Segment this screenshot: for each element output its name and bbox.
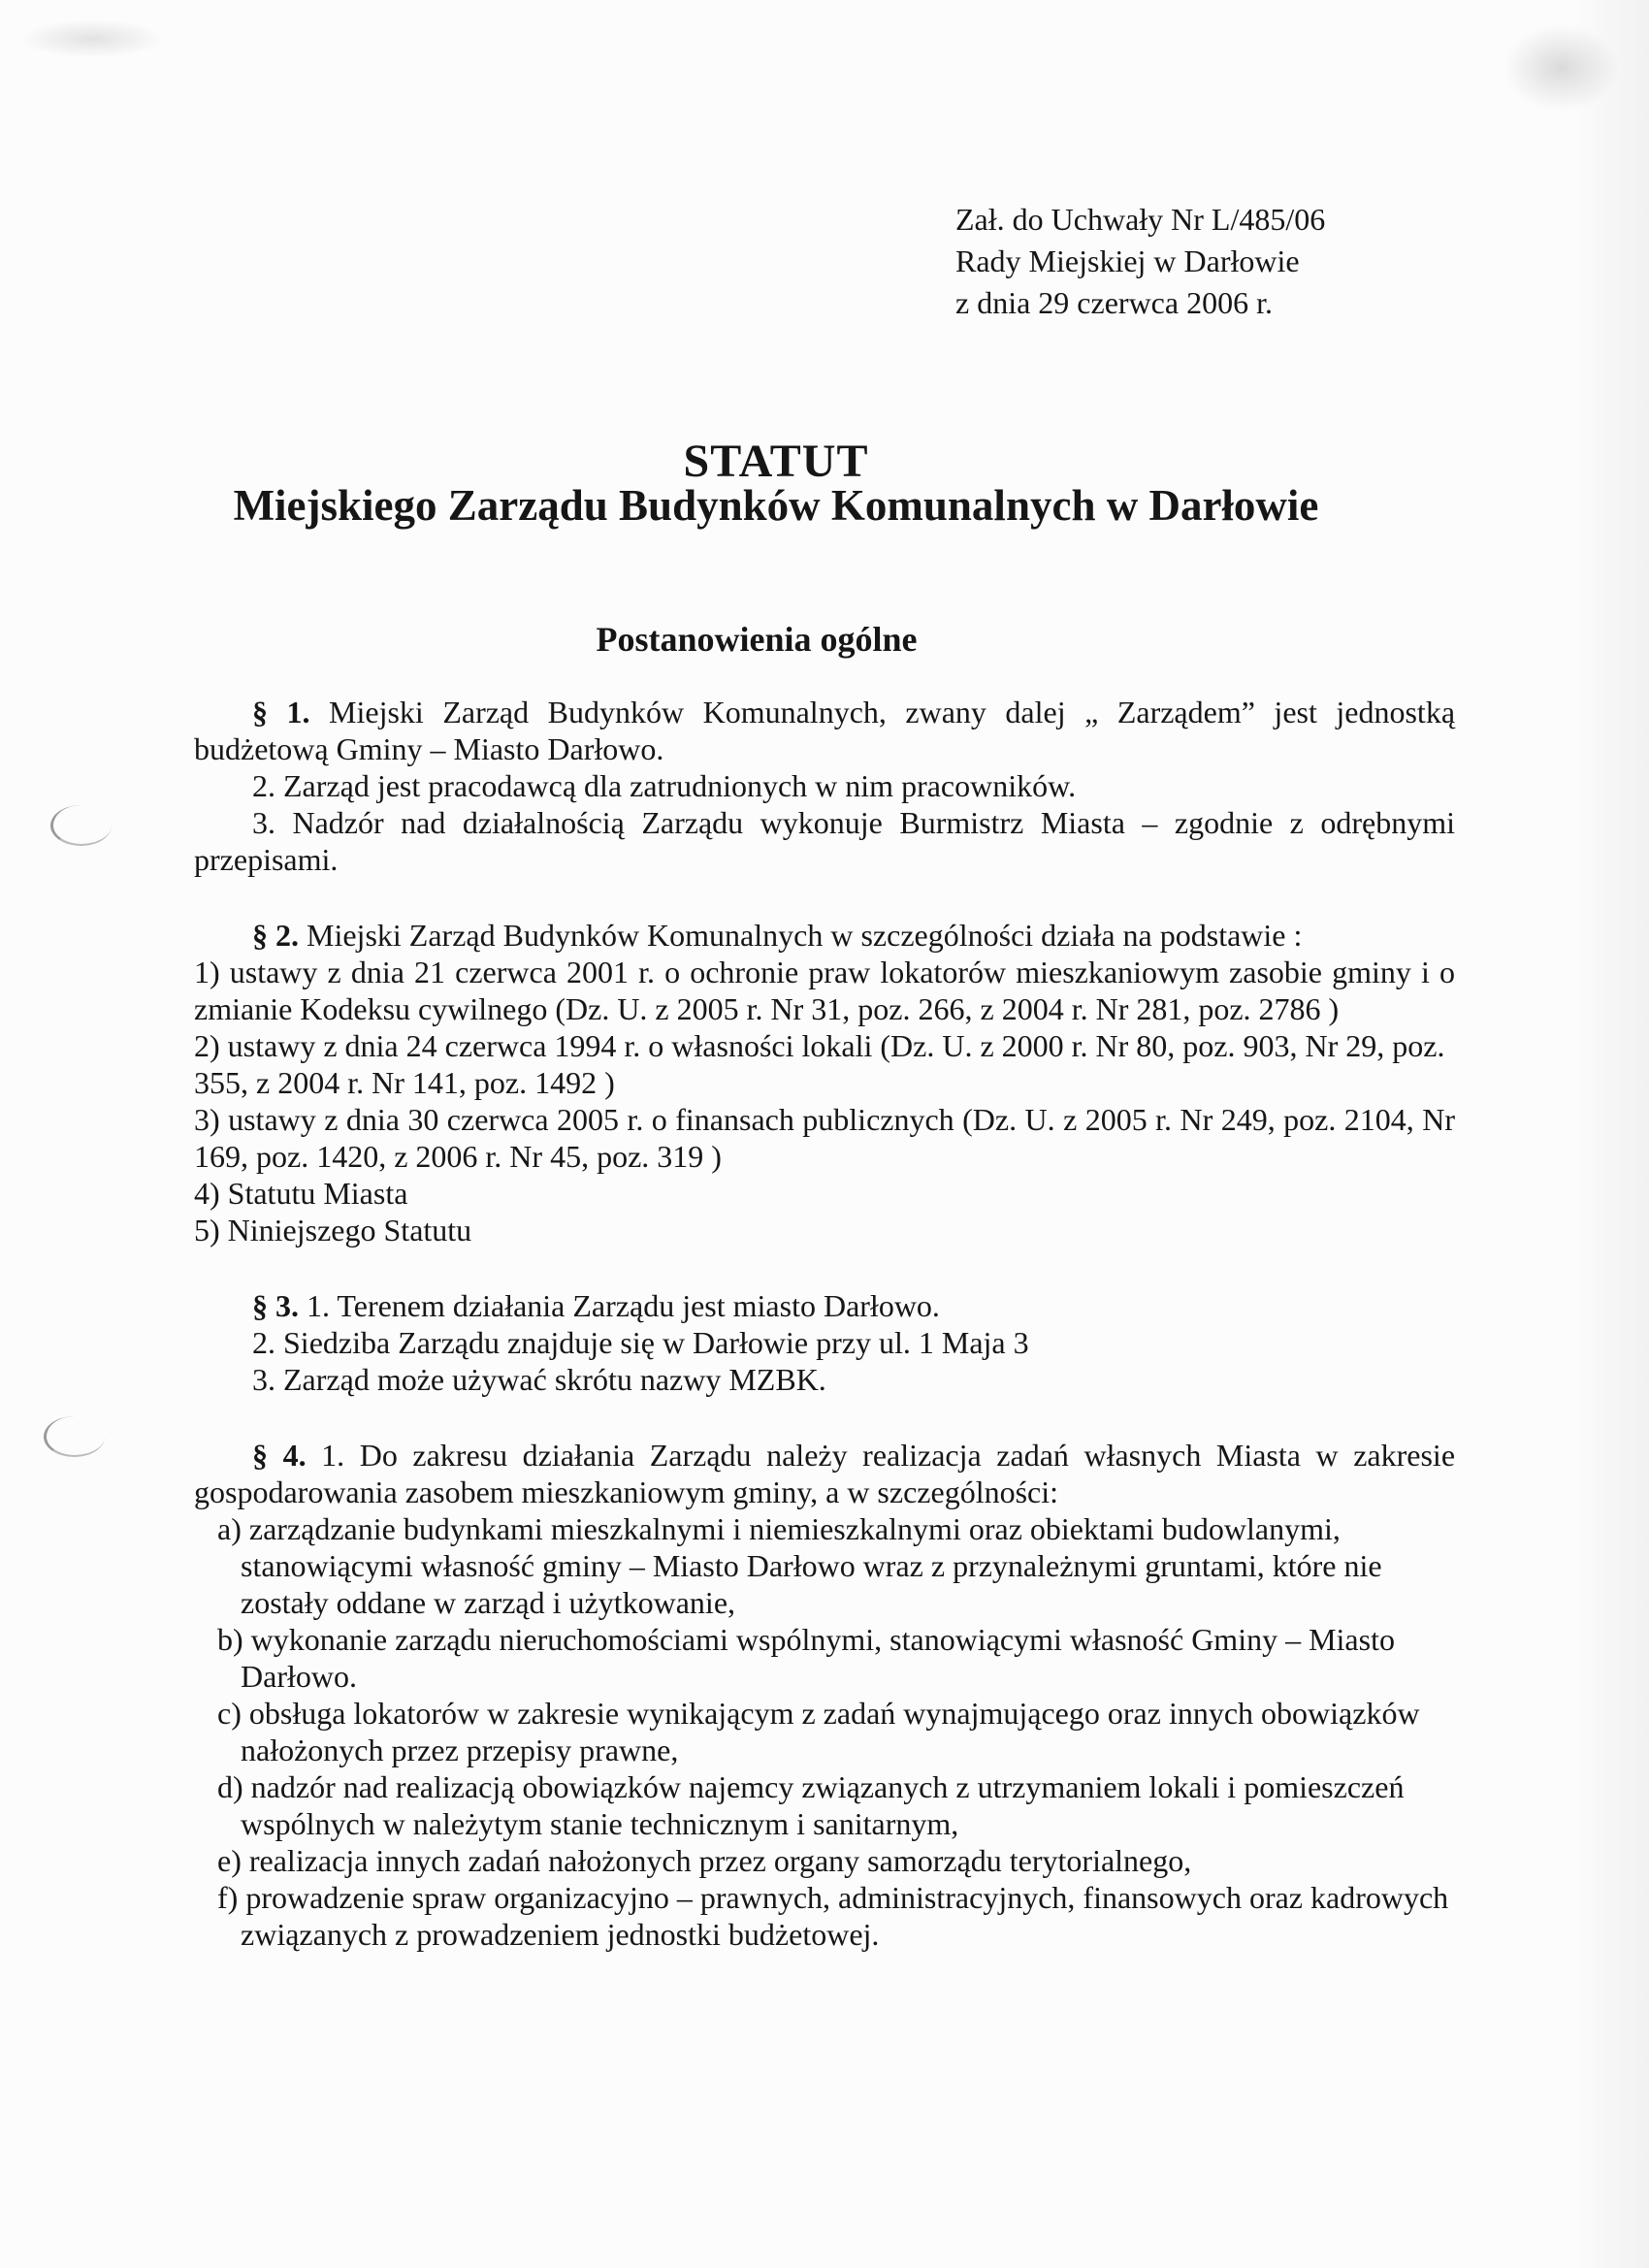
paragraph-2-item: 5) Niniejszego Statutu: [194, 1213, 472, 1247]
paragraph-3-item: 3. Zarząd może używać skrótu nazwy MZBK.: [252, 1362, 826, 1397]
paragraph-text: 1. Do zakresu działania Zarządu należy realizacja zadań własnych Miasta w zakresie gospodarowania zasobem mieszkaniowym gminy, a w szczególności:: [194, 1438, 1456, 1509]
paragraph-4: [194, 1437, 1455, 1510]
paragraph-4-item: b) wykonanie zarządu nieruchomościami wspólnymi, stanowiącymi własność Gminy – Miasto Darłowo.: [217, 1622, 1395, 1694]
section-heading: Postanowienia ogólne: [596, 620, 918, 659]
scan-smudge: [19, 19, 165, 58]
paragraph-text: Miejski Zarząd Budynków Komunalnych, zwany dalej „ Zarządem” jest jednostką budżetową Gminy – Miasto Darłowo.: [194, 695, 1456, 766]
punch-hole-mark: [44, 1416, 105, 1457]
paragraph-4-item: f) prowadzenie spraw organizacyjno – prawnych, administracyjnych, finansowych oraz kadrowych związanych z prowadzeniem jednostki budżetowej.: [217, 1880, 1449, 1952]
paragraph-sign: § 3.: [252, 1288, 299, 1323]
paragraph-sign: § 1.: [252, 695, 310, 729]
paragraph-1-item: 3. Nadzór nad działalnością Zarządu wykonuje Burmistrz Miasta – zgodnie z odrębnymi przepisami.: [194, 805, 1455, 877]
paragraph-2-item: 4) Statutu Miasta: [194, 1176, 408, 1211]
paragraph-4-item: a) zarządzanie budynkami mieszkalnymi i niemieszkalnymi oraz obiektami budowlanymi, stanowiącymi własność gminy – Miasto Darłowo wraz z przynależnymi gruntami, które nie zostały oddane w zarząd i użytkowanie,: [217, 1511, 1382, 1620]
paragraph-text: 1. Terenem działania Zarządu jest miasto Darłowo.: [307, 1288, 940, 1323]
paragraph-4-item: e) realizacja innych zadań nałożonych przez organy samorządu terytorialnego,: [217, 1843, 1192, 1878]
punch-hole-mark: [50, 805, 112, 846]
paragraph-2: [194, 917, 1455, 954]
resolution-line: Rady Miejskiej w Darłowie: [955, 243, 1300, 278]
document-body: [194, 694, 1455, 1953]
paragraph-1-item: 2. Zarząd jest pracodawcą dla zatrudnionych w nim pracowników.: [252, 768, 1077, 803]
paragraph-3: [194, 1287, 1455, 1324]
paragraph-2-item: 1) ustawy z dnia 21 czerwca 2001 r. o ochronie praw lokatorów mieszkaniowym zasobie gminy i o zmianie Kodeksu cywilnego (Dz. U. z 2005 r. Nr 31, poz. 266, z 2004 r. Nr 281, poz. 2786 ): [194, 955, 1455, 1026]
paragraph-1: [194, 694, 1455, 767]
resolution-reference: [955, 199, 1325, 324]
scan-smudge: [1504, 24, 1620, 112]
resolution-line: Zał. do Uchwały Nr L/485/06: [955, 202, 1326, 237]
document-subtitle: Miejskiego Zarządu Budynków Komunalnych w Darłowie: [233, 481, 1319, 530]
scan-shadow: [1571, 0, 1649, 2268]
resolution-line: z dnia 29 czerwca 2006 r.: [955, 285, 1273, 320]
paragraph-2-item: 2) ustawy z dnia 24 czerwca 1994 r. o własności lokali (Dz. U. z 2000 r. Nr 80, poz. 903, Nr 29, poz. 355, z 2004 r. Nr 141, poz. 1492 ): [194, 1028, 1445, 1100]
paragraph-sign: § 2.: [252, 918, 299, 953]
paragraph-4-item: c) obsługa lokatorów w zakresie wynikającym z zadań wynajmującego oraz innych obowiązków nałożonych przez przepisy prawne,: [217, 1696, 1420, 1767]
paragraph-sign: § 4.: [252, 1438, 307, 1473]
paragraph-4-item: d) nadzór nad realizacją obowiązków najemcy związanych z utrzymaniem lokali i pomieszczeń wspólnych w należytym stanie technicznym i sanitarnym,: [217, 1769, 1405, 1841]
paragraph-text: Miejski Zarząd Budynków Komunalnych w szczególności działa na podstawie :: [307, 918, 1303, 953]
document-title: STATUT: [683, 436, 869, 487]
paragraph-3-item: 2. Siedziba Zarządu znajduje się w Darłowie przy ul. 1 Maja 3: [252, 1325, 1029, 1360]
paragraph-2-item: 3) ustawy z dnia 30 czerwca 2005 r. o finansach publicznych (Dz. U. z 2005 r. Nr 249, poz. 2104, Nr 169, poz. 1420, z 2006 r. Nr 45, poz. 319 ): [194, 1102, 1455, 1174]
